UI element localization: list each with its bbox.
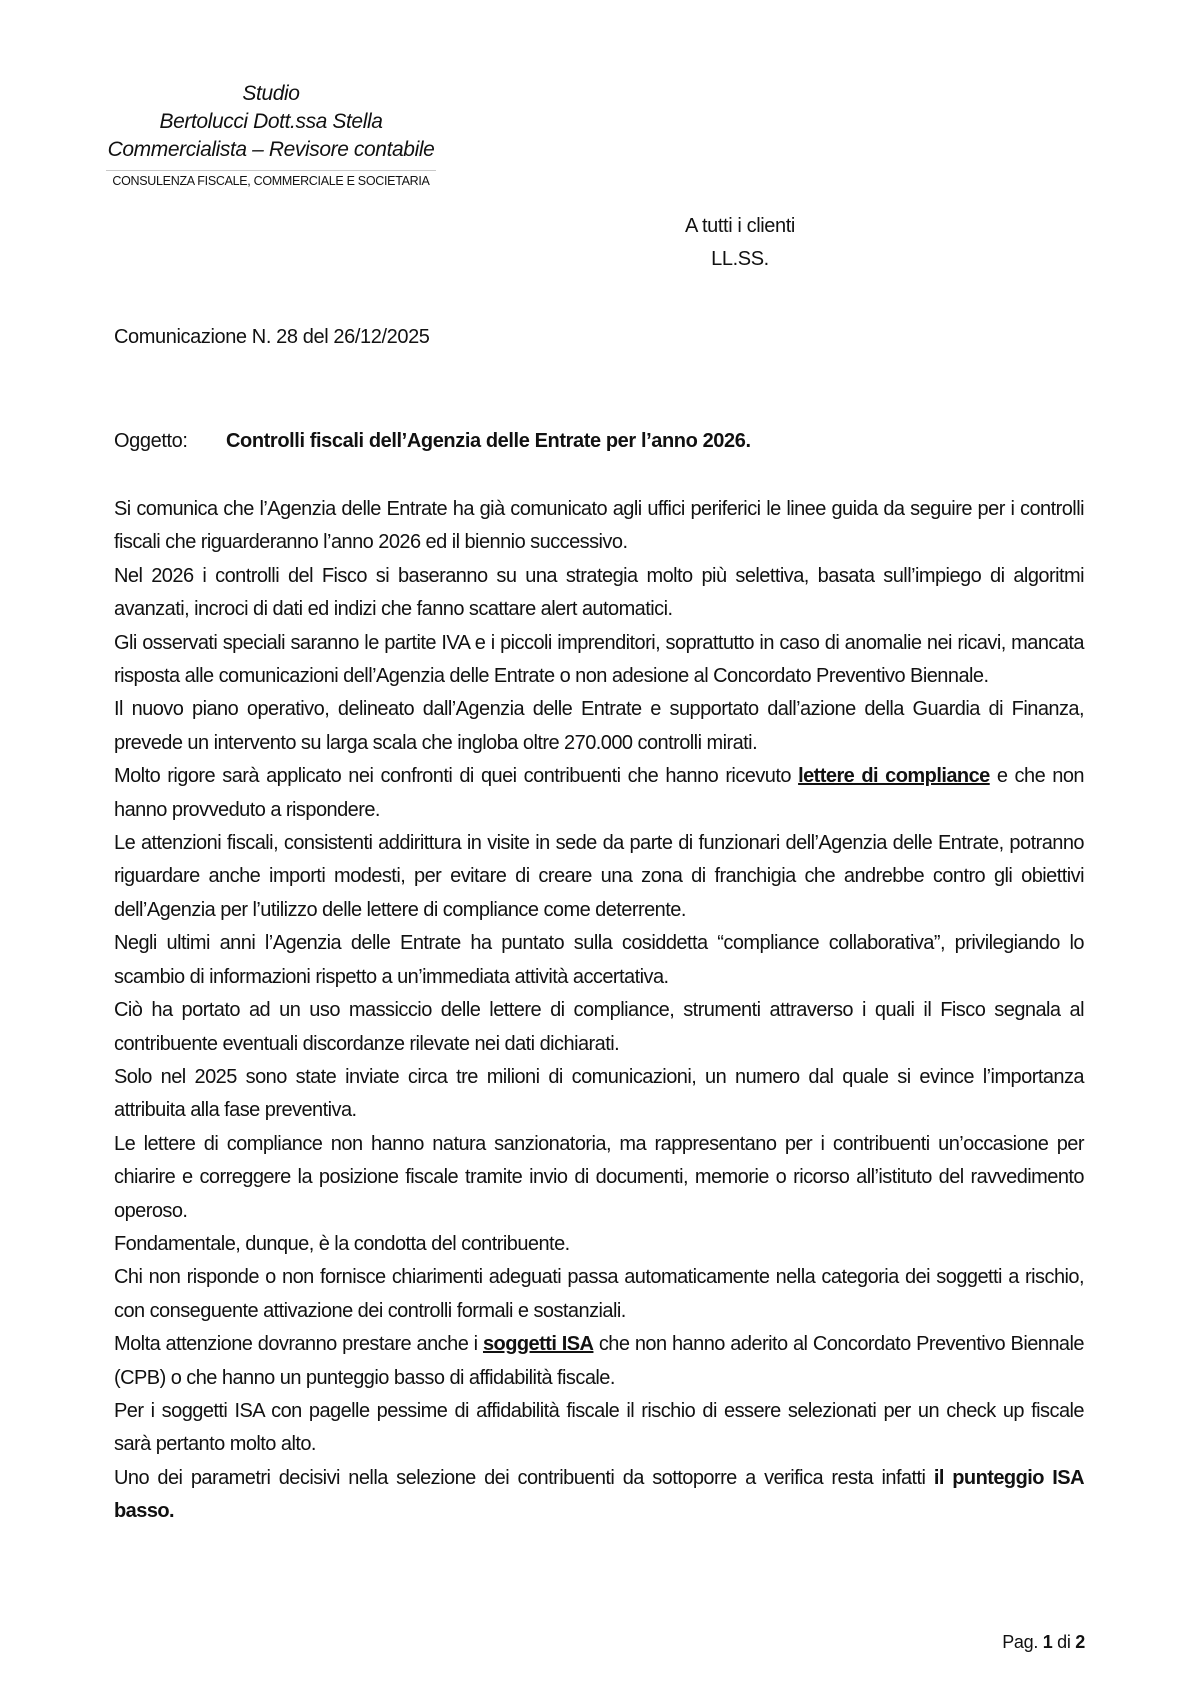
paragraph-text: Molta attenzione dovranno prestare anche i — [114, 1333, 483, 1356]
page-separator: di — [1052, 1632, 1076, 1652]
paragraph: Nel 2026 i controlli del Fisco si baseranno su una strategia molto più selettiva, basata sull’impiego di algoritmi avanzati, incroci di dati ed indizi che fanno scattare alert automatici. — [114, 564, 1084, 621]
letterhead-divider — [106, 170, 436, 171]
paragraph — [114, 1462, 1084, 1529]
paragraph: Il nuovo piano operativo, delineato dall’Agenzia delle Entrate e supportato dall’azione della Guardia di Finanza, prevede un intervento su larga scala che ingloba oltre 270.000 controlli mirati. — [114, 698, 1084, 754]
subject-line — [114, 430, 751, 453]
paragraph-text: e che non hanno provveduto a rispondere. — [114, 765, 1084, 821]
paragraph — [114, 760, 1084, 827]
paragraph — [114, 1328, 1084, 1395]
letterhead-studio: Studio — [242, 82, 300, 105]
paragraph: Si comunica che l’Agenzia delle Entrate ha già comunicato agli uffici periferici le linee guida da seguire per i controlli fiscali che riguarderanno l’anno 2026 ed il biennio successivo. — [114, 498, 1084, 554]
page-total: 2 — [1075, 1632, 1085, 1652]
letterhead-services: CONSULENZA FISCALE, COMMERCIALE E SOCIETARIA — [112, 174, 430, 188]
page-current: 1 — [1042, 1632, 1053, 1652]
communication-number: Comunicazione N. 28 del 26/12/2025 — [114, 326, 430, 348]
emphasis-text: il punteggio ISA basso. — [114, 1466, 1084, 1523]
subject-label: Oggetto: — [114, 430, 188, 452]
paragraph: Solo nel 2025 sono state inviate circa tre milioni di comunicazioni, un numero dal quale si evince l’importanza attribuita alla fase preventiva. — [114, 1065, 1084, 1122]
letterhead — [106, 80, 436, 190]
letterhead-profession: Commercialista – Revisore contabile — [107, 138, 435, 161]
page-number — [1002, 1632, 1085, 1653]
paragraph-text: che non hanno aderito al Concordato Preventivo Biennale (CPB) o che hanno un punteggio basso di affidabilità fiscale. — [114, 1333, 1084, 1389]
paragraph: Chi non risponde o non fornisce chiarimenti adeguati passa automaticamente nella categoria dei soggetti a rischio, con conseguente attivazione dei controlli formali e sostanziali. — [114, 1266, 1084, 1322]
paragraph: Negli ultimi anni l’Agenzia delle Entrate ha puntato sulla cosiddetta “compliance collaborativa”, privilegiando lo scambio di informazioni rispetto a un’immediata attività accertativa. — [114, 932, 1084, 988]
recipient-salutation: LL.SS. — [711, 248, 769, 270]
subject-title: Controlli fiscali dell’Agenzia delle Entrate per l’anno 2026. — [226, 430, 751, 452]
paragraph: Ciò ha portato ad un uso massiccio delle lettere di compliance, strumenti attraverso i quali il Fisco segnala al contribuente eventuali discordanze rilevate nei dati dichiarati. — [114, 999, 1084, 1055]
letter-body — [114, 493, 1084, 1529]
paragraph-text: Molto rigore sarà applicato nei confronti di quei contribuenti che hanno ricevuto — [114, 765, 799, 788]
paragraph: Per i soggetti ISA con pagelle pessime di affidabilità fiscale il rischio di essere selezionati per un check up fiscale sarà pertanto molto alto. — [114, 1399, 1084, 1456]
recipient-line: A tutti i clienti — [685, 215, 795, 237]
lettere-di-compliance-link[interactable]: lettere di compliance — [798, 765, 990, 788]
letterhead-name: Bertolucci Dott.ssa Stella — [159, 110, 383, 133]
paragraph: Le attenzioni fiscali, consistenti addirittura in visite in sede da parte di funzionari dell’Agenzia delle Entrate, potranno riguardare anche importi modesti, per evitare di creare una zona di franchigia che andrebbe contro gli obiettivi dell’Agenzia per l’utilizzo delle lettere di compliance come deterrente. — [114, 832, 1084, 921]
page-prefix: Pag. — [1002, 1632, 1043, 1652]
paragraph: Fondamentale, dunque, è la condotta del contribuente. — [114, 1232, 570, 1255]
recipient-block — [660, 210, 820, 276]
paragraph: Le lettere di compliance non hanno natura sanzionatoria, ma rappresentano per i contribuenti un’occasione per chiarire e correggere la posizione fiscale tramite invio di documenti, memorie o ricorso all’istituto del ravvedimento operoso. — [114, 1132, 1084, 1222]
paragraph-text: Uno dei parametri decisivi nella selezione dei contribuenti da sottoporre a verifica resta infatti — [114, 1466, 934, 1489]
soggetti-isa-link[interactable]: soggetti ISA — [482, 1333, 594, 1356]
paragraph: Gli osservati speciali saranno le partite IVA e i piccoli imprenditori, soprattutto in caso di anomalie nei ricavi, mancata risposta alle comunicazioni dell’Agenzia delle Entrate o non adesione al Concordato Preventivo Biennale. — [114, 631, 1084, 688]
